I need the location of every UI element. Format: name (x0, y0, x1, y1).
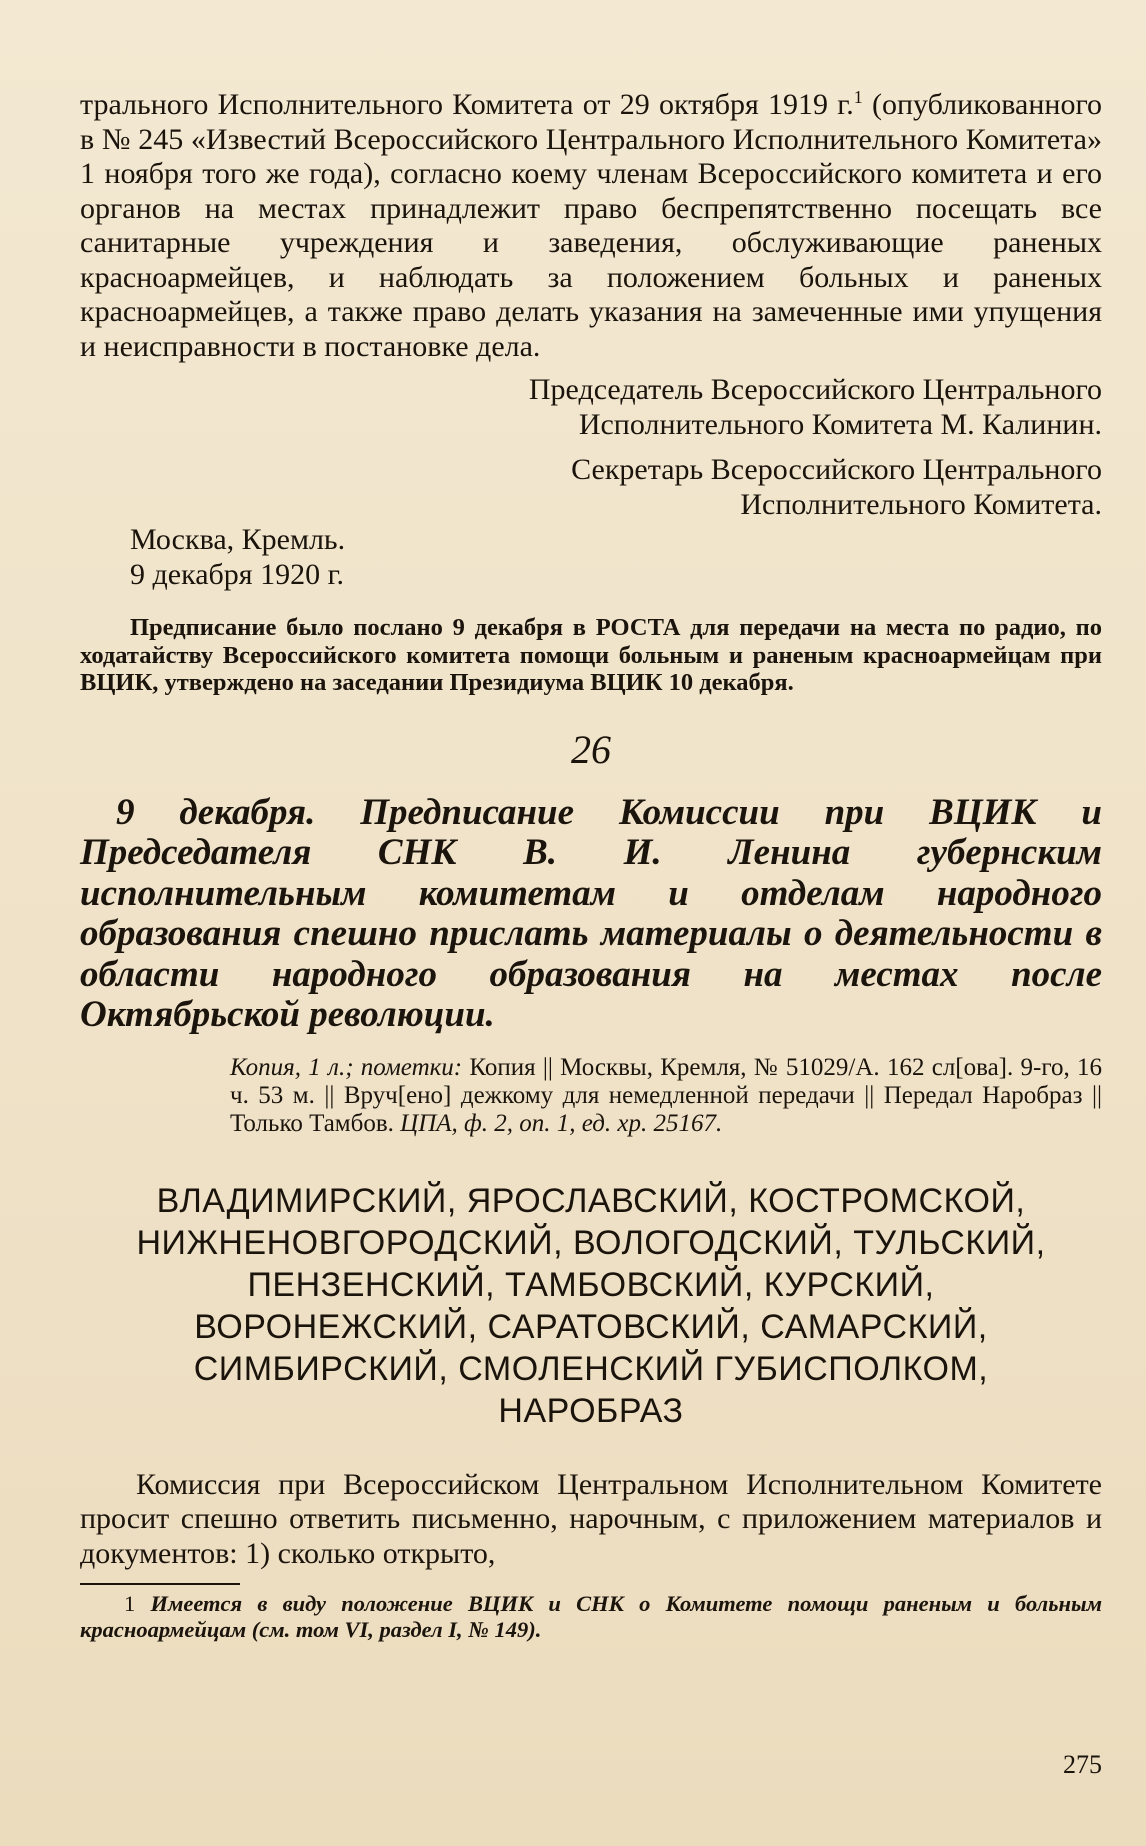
footnote-mark: 1 (124, 1591, 136, 1616)
footnote-text: Имеется в виду положение ВЦИК и СНК о Комитете помощи раненым и больным красноармейцам (см. том VI, раздел I, № 149). (80, 1591, 1102, 1642)
address-line: НИЖНЕНОВГОРОДСКИЙ, ВОЛОГОДСКИЙ, ТУЛЬСКИЙ, (136, 1223, 1046, 1262)
footnote-reference: 1 (853, 87, 863, 107)
chair-signature: Председатель Всероссийского Центрального Исполнительного Комитета М. Калинин. (528, 373, 1102, 441)
footnote-divider (80, 1583, 240, 1585)
secretary-signature: Секретарь Всероссийского Центрального Исполнительного Комитета. (571, 453, 1102, 521)
top-paragraph-text: трального Исполнительного Комитета от 29 октября 1919 г. (80, 88, 854, 121)
top-paragraph (80, 88, 1102, 364)
address-line: НАРОБРАЗ (498, 1391, 684, 1430)
address-line: ВОРОНЕЖСКИЙ, САРАТОВСКИЙ, САМАРСКИЙ, (194, 1307, 988, 1346)
address-line: СИМБИРСКИЙ, СМОЛЕНСКИЙ ГУБИСПОЛКОМ, (193, 1349, 989, 1388)
address-block (80, 1180, 1102, 1432)
date: 9 декабря 1920 г. (130, 558, 344, 591)
place-date-block (130, 522, 1102, 592)
page-number: 275 (1063, 1750, 1102, 1779)
archival-body: Копия || Москвы, Кремля, № 51029/А. 162 сл[ова]. 9-го, 16 ч. 53 м. || Вруч[ено] дежкому для немедленной передачи || Передал Наробраз || Только Тамбов. (230, 1053, 1102, 1137)
signature-block (80, 372, 1102, 522)
editorial-note: Предписание было послано 9 декабря в РОСТА для передачи на места по радио, по ходатайству Всероссийского комитета помощи больным и раненым красноармейцам при ВЦИК, утверждено на заседании Президиума ВЦИК 10 декабря. (80, 614, 1102, 696)
footnote (80, 1591, 1102, 1643)
top-paragraph-continued: (опубликованного в № 245 «Известий Всероссийского Центрального Исполнительного Комитета» 1 ноября того же года), согласно коему членам Всероссийского комитета и его органов на местах принадлежит право беспрепятственно посещать все санитарные учреждения и заведения, обслуживающие раненых красноармейцев, и наблюдать за положением больных и раненых красноармейцев, а также право делать указания на замеченные ими упущения и неисправности в постановке дела. (80, 88, 1103, 363)
request-paragraph: Комиссия при Всероссийском Центральном Исполнительном Комитете просит спешно ответить письменно, нарочным, с приложением материалов и документов: 1) сколько открыто, (80, 1467, 1102, 1570)
archival-reference (230, 1054, 1102, 1138)
archival-prefix: Копия, 1 л.; пометки: (230, 1053, 463, 1081)
place: Москва, Кремль. (130, 523, 346, 556)
address-line: ПЕНЗЕНСКИЙ, ТАМБОВСКИЙ, КУРСКИЙ, (247, 1265, 935, 1304)
archival-source: ЦПА, ф. 2, оп. 1, ед. хр. 25167. (400, 1109, 723, 1137)
address-line: ВЛАДИМИРСКИЙ, ЯРОСЛАВСКИЙ, КОСТРОМСКОЙ, (156, 1181, 1026, 1220)
document-number: 26 (571, 726, 611, 772)
document-heading: 9 декабря. Предписание Комиссии при ВЦИК и Председателя СНК В. И. Ленина губернским исполнительным комитетам и отделам народного образования спешно прислать материалы о деятельности в области народного образования на местах после Октябрьской революции. (80, 791, 1102, 1035)
